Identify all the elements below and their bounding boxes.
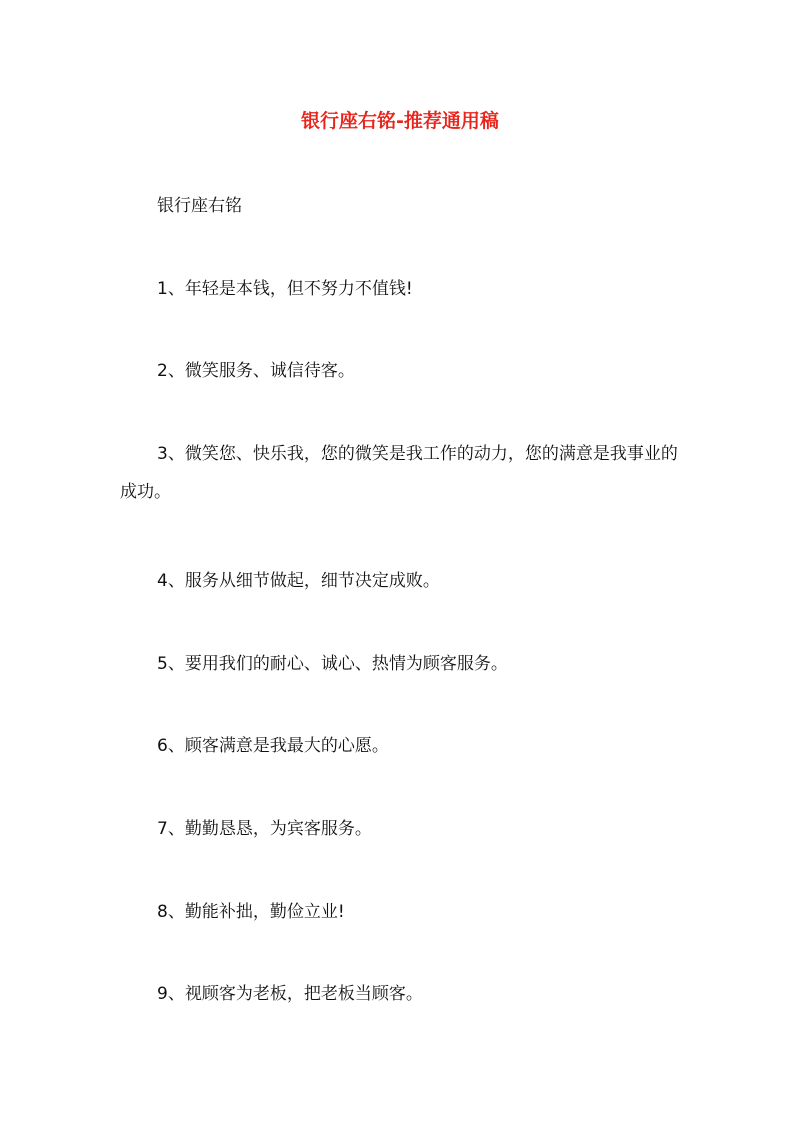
list-item: 4、服务从细节做起，细节决定成败。 [157, 571, 440, 591]
list-item: 6、顾客满意是我最大的心愿。 [157, 736, 389, 756]
list-item: 8、勤能补拙，勤俭立业! [157, 902, 345, 922]
list-item: 9、视顾客为老板，把老板当顾客。 [157, 984, 423, 1004]
list-item: 3、微笑您、快乐我，您的微笑是我工作的动力，您的满意是我事业的成功。 [120, 444, 678, 502]
list-item: 1、年轻是本钱，但不努力不值钱! [157, 279, 413, 299]
list-item: 2、微笑服务、诚信待客。 [157, 361, 355, 381]
document-title: 银行座右铭-推荐通用稿 [301, 110, 499, 132]
list-item: 7、勤勤恳恳，为宾客服务。 [157, 819, 372, 839]
document-subtitle: 银行座右铭 [157, 196, 242, 216]
list-item: 5、要用我们的耐心、诚心、热情为顾客服务。 [157, 654, 508, 674]
